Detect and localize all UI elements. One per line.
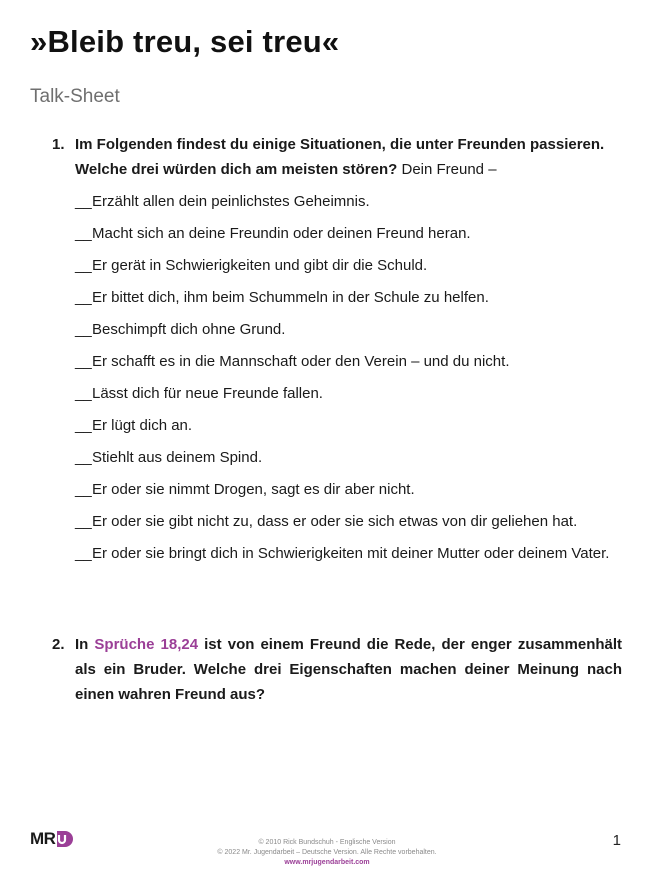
page-title: »Bleib treu, sei treu« (30, 24, 340, 59)
question-text (75, 632, 622, 707)
question-number: 2. (52, 636, 65, 653)
footer-copyright (0, 838, 654, 868)
list-item (75, 222, 620, 246)
list-item (75, 286, 620, 310)
question-1 (52, 132, 622, 182)
list-item (75, 478, 620, 502)
question-2 (52, 632, 622, 707)
item-label: Beschimpft dich ohne Grund. (92, 321, 286, 338)
footer-url-link[interactable]: www.mrjugendarbeit.com (284, 859, 370, 866)
item-label: Er schafft es in die Mannschaft oder den Verein – und du nicht. (92, 353, 510, 370)
question-text-before: In (75, 636, 95, 653)
list-item (75, 382, 620, 406)
bible-reference-link[interactable]: Sprüche 18,24 (94, 636, 199, 653)
answer-blank[interactable]: __ (75, 257, 92, 274)
page-number: 1 (612, 832, 621, 849)
item-label: Er oder sie gibt nicht zu, dass er oder sie sich etwas von dir geliehen hat. (92, 513, 578, 530)
list-item (75, 446, 620, 470)
page-subtitle: Talk-Sheet (30, 86, 120, 107)
item-label: Macht sich an deine Freundin oder deinen Freund heran. (92, 225, 471, 242)
item-label: Er lügt dich an. (92, 417, 193, 434)
answer-blank[interactable]: __ (75, 353, 92, 370)
list-item (75, 350, 620, 374)
question-text-after: ist von einem Freund die Rede, der enger zusammenhält als ein Bruder. Welche drei Eigenschaften machen deiner Meinung nach einen wahren Freund aus? (75, 636, 623, 703)
item-label: Stiehlt aus deinem Spind. (92, 449, 263, 466)
list-item (75, 414, 620, 438)
copyright-line-2: © 2022 Mr. Jugendarbeit – Deutsche Version. Alle Rechte vorbehalten. (217, 849, 437, 856)
item-label: Er oder sie nimmt Drogen, sagt es dir aber nicht. (92, 481, 415, 498)
answer-blank[interactable]: __ (75, 545, 92, 562)
answer-blank[interactable]: __ (75, 193, 92, 210)
list-item (75, 190, 620, 214)
answer-blank[interactable]: __ (75, 225, 92, 242)
copyright-line-1: © 2010 Rick Bundschuh - Englische Version (258, 839, 396, 846)
answer-blank[interactable]: __ (75, 321, 92, 338)
answer-blank[interactable]: __ (75, 481, 92, 498)
list-item (75, 510, 620, 534)
list-item (75, 318, 620, 342)
answer-list (75, 190, 620, 566)
answer-blank[interactable]: __ (75, 385, 92, 402)
question-normal-text: Dein Freund – (397, 161, 497, 178)
answer-blank[interactable]: __ (75, 449, 92, 466)
question-text (75, 132, 622, 182)
question-bold-text: Im Folgenden findest du einige Situationen, die unter Freunden passieren. Welche drei würden dich am meisten stören? (75, 136, 605, 178)
list-item (75, 542, 620, 566)
list-item (75, 254, 620, 278)
question-number: 1. (52, 136, 65, 153)
answer-blank[interactable]: __ (75, 289, 92, 306)
item-label: Lässt dich für neue Freunde fallen. (92, 385, 323, 402)
item-label: Er bittet dich, ihm beim Schummeln in der Schule zu helfen. (92, 289, 489, 306)
item-label: Erzählt allen dein peinlichstes Geheimnis. (92, 193, 370, 210)
answer-blank[interactable]: __ (75, 513, 92, 530)
item-label: Er gerät in Schwierigkeiten und gibt dir die Schuld. (92, 257, 428, 274)
answer-blank[interactable]: __ (75, 417, 92, 434)
item-label: Er oder sie bringt dich in Schwierigkeiten mit deiner Mutter oder deinem Vater. (92, 545, 610, 562)
logo-text: MR (30, 829, 56, 848)
